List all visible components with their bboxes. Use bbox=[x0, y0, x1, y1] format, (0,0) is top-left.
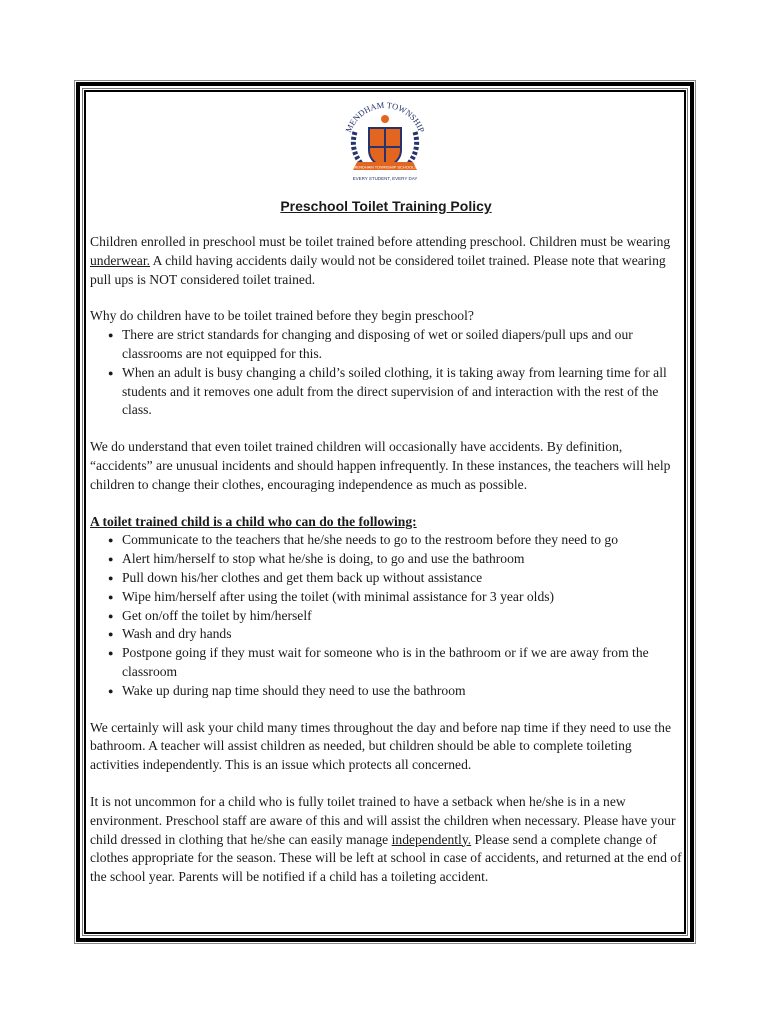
svg-text:MENDHAM TOWNSHIP SCHOOLS: MENDHAM TOWNSHIP SCHOOLS bbox=[353, 164, 417, 170]
svg-text:EVERY STUDENT, EVERY DAY: EVERY STUDENT, EVERY DAY bbox=[352, 176, 418, 181]
list-item: ● Wake up during nap time should they need to use the bathroom bbox=[122, 682, 682, 701]
document-body bbox=[90, 196, 682, 905]
paragraph-setback: It is not uncommon for a child who is fully toilet trained to have a setback when he/she is in a new environment. Preschool staff are aware of this and will assist the children when necessary. Please have your child dressed in clothing that he/she can easily manage independently. Please send a complete change of clothes appropriate for the season. These will be left at school in case of accidents, and returned at the end of the school year. Parents will be notified if a child has a toileting accident. bbox=[90, 793, 682, 885]
why-question: Why do children have to be toilet trained before they begin preschool? bbox=[90, 308, 474, 324]
skills-list bbox=[90, 531, 682, 700]
list-item: ● Postpone going if they must wait for someone who is in the bathroom or if we are away from the classroom bbox=[122, 644, 682, 682]
section-heading: A toilet trained child is a child who can do the following: bbox=[90, 513, 417, 529]
list-item: ● When an adult is busy changing a child’s soiled clothing, it is taking away from learning time for all students and it removes one adult from the direct supervision of and interaction with the rest of the class. bbox=[122, 364, 682, 420]
list-item: ● There are strict standards for changing and disposing of wet or soiled diapers/pull ups and our classrooms are not equipped for this. bbox=[122, 326, 682, 364]
paragraph-asking: We certainly will ask your child many times throughout the day and before nap time if they need to use the bathroom. A teacher will assist children as needed, but children should be able to complete toileting activities independently. This is an issue which protects all concerned. bbox=[90, 719, 672, 773]
list-item: ● Pull down his/her clothes and get them back up without assistance bbox=[122, 569, 682, 588]
list-item: ● Wipe him/herself after using the toilet (with minimal assistance for 3 year olds) bbox=[122, 588, 682, 607]
list-item: ● Get on/off the toilet by him/herself bbox=[122, 607, 682, 626]
svg-text:MENDHAM TOWNSHIP: MENDHAM TOWNSHIP bbox=[343, 99, 427, 134]
list-item: ● Communicate to the teachers that he/she needs to go to the restroom before they need to go bbox=[122, 531, 682, 550]
page-title: Preschool Toilet Training Policy bbox=[280, 198, 492, 214]
list-item: ● Alert him/herself to stop what he/she is doing, to go and use the bathroom bbox=[122, 550, 682, 569]
school-logo bbox=[335, 92, 435, 184]
list-item: ● Wash and dry hands bbox=[122, 625, 682, 644]
paragraph-accidents: We do understand that even toilet trained children will occasionally have accidents. By definition, “accidents” are unusual incidents and should happen infrequently. In these instances, the teachers will help children to change their clothes, encouraging independence as much as possible. bbox=[90, 439, 671, 492]
why-list bbox=[90, 326, 682, 420]
paragraph-enrollment: Children enrolled in preschool must be toilet trained before attending preschool. Children must be wearing underwear. A child having accidents daily would not be considered toilet trained. Please note that wearing pull ups is NOT considered toilet trained. bbox=[90, 234, 671, 287]
